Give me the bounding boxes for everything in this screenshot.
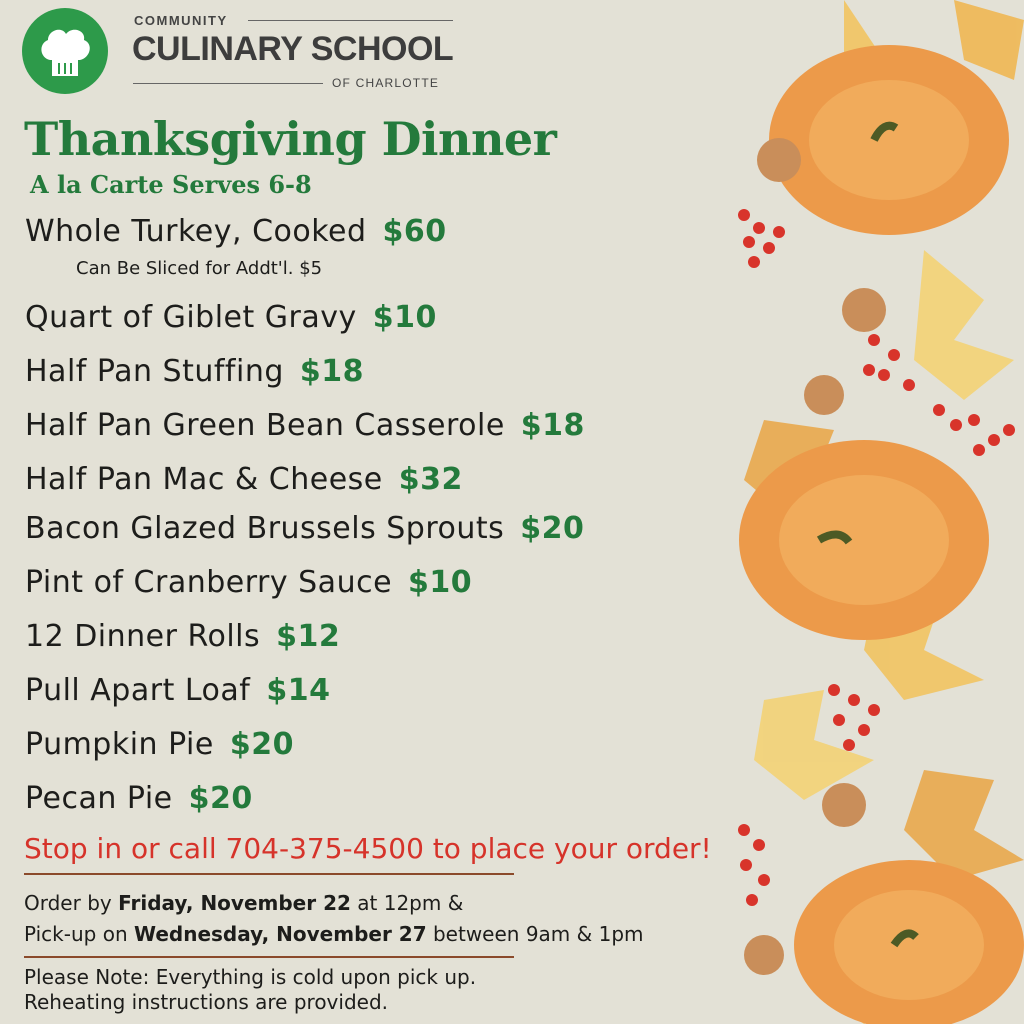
brand-subtext: OF CHARLOTTE: [332, 76, 440, 90]
page-title: Thanksgiving Dinner: [24, 112, 557, 166]
menu-item-name: Whole Turkey, Cooked: [25, 214, 367, 249]
menu-item: [25, 462, 463, 497]
order-suffix: at 12pm &: [350, 891, 464, 915]
menu-item-price: $10: [408, 565, 473, 600]
menu-item-name: Quart of Giblet Gravy: [25, 300, 357, 335]
menu-item-name: Pull Apart Loaf: [25, 673, 251, 708]
pickup-info: [24, 922, 644, 946]
brand-divider: [248, 20, 453, 21]
menu-item-name: Pecan Pie: [25, 781, 173, 816]
menu-item-price: $60: [382, 214, 447, 249]
pickup-suffix: between 9am & 1pm: [426, 922, 644, 946]
menu-item: [25, 408, 585, 443]
autumn-decoration: [724, 0, 1024, 1024]
menu-item-price: $18: [299, 354, 365, 389]
menu-item-price: $20: [229, 727, 294, 762]
menu-item-price: $14: [266, 673, 331, 708]
brand-divider: [133, 83, 323, 84]
pickup-date: Wednesday, November 27: [133, 922, 427, 946]
menu-item-price: $10: [372, 300, 437, 335]
call-to-action: Stop in or call 704-375-4500 to place your order!: [24, 832, 712, 865]
menu-item: [25, 727, 294, 762]
chef-hat-logo-icon: [22, 8, 108, 94]
section-divider: [24, 956, 514, 958]
menu-item-name: Pumpkin Pie: [25, 727, 214, 762]
order-deadline: [24, 891, 463, 915]
menu-item-name: Pint of Cranberry Sauce: [25, 565, 393, 600]
note-line: Please Note: Everything is cold upon pick up.: [24, 965, 477, 989]
menu-item-price: $12: [276, 619, 341, 654]
menu-item-name: Half Pan Stuffing: [25, 354, 284, 389]
menu-item-note: Can Be Sliced for Addt'l. $5: [76, 258, 323, 279]
order-prefix: Order by: [24, 891, 119, 915]
menu-item-price: $32: [398, 462, 463, 497]
menu-item: [25, 781, 253, 816]
order-date: Friday, November 22: [118, 891, 351, 915]
menu-item: [25, 354, 364, 389]
menu-item-name: Half Pan Green Bean Casserole: [25, 408, 505, 443]
menu-item: [25, 511, 584, 546]
menu-item-name: Bacon Glazed Brussels Sprouts: [25, 511, 505, 546]
pickup-prefix: Pick-up on: [24, 922, 134, 946]
brand-name: CULINARY SCHOOL: [132, 30, 454, 68]
menu-item-price: $20: [188, 781, 253, 816]
brand-top-text: COMMUNITY: [134, 13, 228, 28]
page-subtitle: A la Carte Serves 6-8: [30, 170, 312, 199]
menu-item-name: 12 Dinner Rolls: [25, 619, 261, 654]
menu-item: [25, 565, 472, 600]
menu-item: [25, 673, 330, 708]
menu-item-price: $20: [520, 511, 585, 546]
menu-item: [25, 619, 340, 654]
section-divider: [24, 873, 514, 875]
menu-item-name: Half Pan Mac & Cheese: [25, 462, 383, 497]
note-line: Reheating instructions are provided.: [24, 990, 389, 1014]
menu-item: [25, 300, 437, 335]
menu-item-price: $18: [520, 408, 585, 443]
menu-item: [25, 214, 447, 249]
